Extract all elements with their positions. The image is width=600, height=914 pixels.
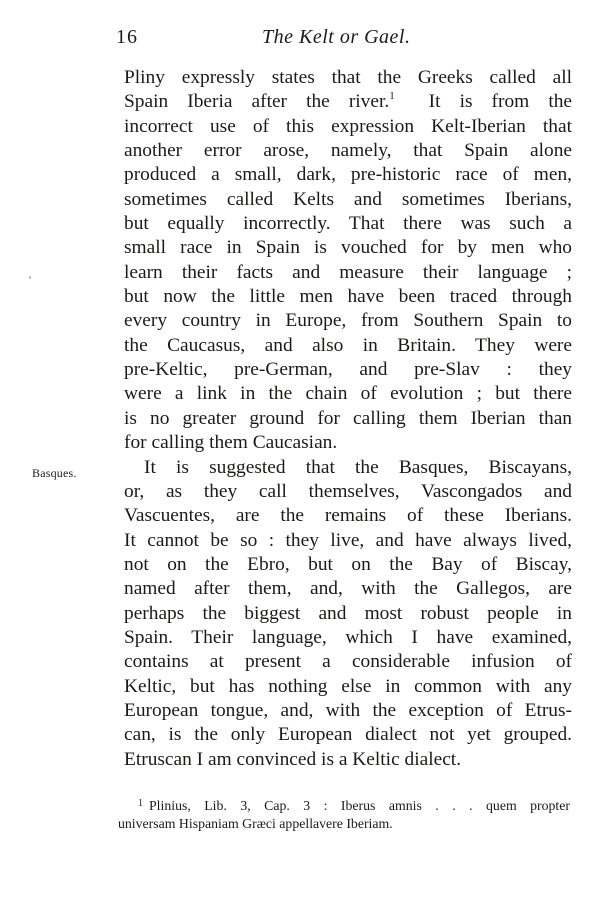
text-line: European tongue, and, with the exception of Etrus- [124,699,572,721]
footnote-text: Plinius, Lib. 3, Cap. 3 : Iberus amnis . . . quem propter [149,798,570,813]
text-line: pre-Keltic, pre-German, and pre-Slav : they [124,359,572,381]
text-line: produced a small, dark, pre-historic race of men, [124,164,572,186]
text-line: Vascuentes, are the remains of these Iberians. [124,505,572,527]
text-line: Pliny expressly states that the Greeks called all [124,67,572,88]
margin-note: Basques. [32,466,77,480]
text-line: for calling them Caucasian. [124,432,338,454]
paper-speck [29,276,31,279]
text-line: every country in Europe, from Southern Spain to [124,310,572,332]
text-line: is no greater ground for calling them Iberian than [124,407,572,429]
footnote-reference: 1 [389,90,395,103]
running-title: The Kelt or Gael. [262,26,411,48]
text-line: sometimes called Kelts and sometimes Iberians, [124,188,572,210]
footnote-line [118,794,570,814]
text-line: contains at present a considerable infusion of [124,651,572,673]
text-line: named after them, and, with the Gallegos, are [124,578,572,600]
text-line: learn their facts and measure their language ; [124,261,572,283]
text-line: It cannot be so : they live, and have always lived, [124,529,572,551]
page-header [0,26,600,56]
page-number: 16 [116,26,138,48]
text-line: small race in Spain is vouched for by men who [124,237,572,259]
text-line: but equally incorrectly. That there was such a [124,213,572,235]
footnote [118,794,570,834]
footnote-mark: 1 [138,798,143,809]
text-line [124,90,572,114]
text-line-part: It is from the [428,91,573,113]
text-line: but now the little men have been traced through [124,286,572,308]
text-line: or, as they call themselves, Vascongados and [124,480,572,502]
text-line: Etruscan I am convinced is a Keltic dialect. [124,748,462,770]
text-line: It is suggested that the Basques, Biscayans, [144,456,572,478]
text-line: can, is the only European dialect not yet grouped. [124,724,572,746]
text-line-part: Spain Iberia after the river. [124,91,390,113]
text-line: incorrect use of this expression Kelt-Iberian that [124,115,572,137]
text-line: perhaps the biggest and most robust people in [124,602,572,624]
text-line: Keltic, but has nothing else in common with any [124,675,572,697]
body-text [124,66,572,772]
text-line: another error arose, namely, that Spain alone [124,140,572,162]
text-line: the Caucasus, and also in Britain. They were [124,334,572,356]
footnote-line: universam Hispaniam Græci appellavere Iberiam. [118,816,393,831]
text-line: not on the Ebro, but on the Bay of Biscay, [124,553,572,575]
text-line: were a link in the chain of evolution ; but there [124,383,572,405]
text-line: Spain. Their language, which I have examined, [124,626,572,648]
